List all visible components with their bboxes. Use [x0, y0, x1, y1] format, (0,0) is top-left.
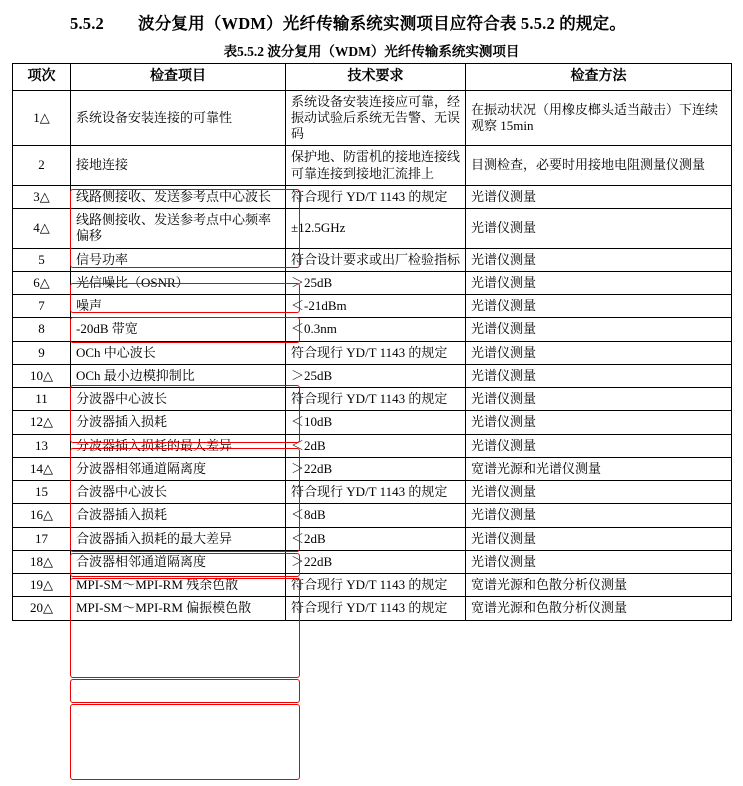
row-index: 6△ [13, 271, 71, 294]
row-method: 光谱仪测量 [466, 527, 732, 550]
row-index: 19△ [13, 574, 71, 597]
table-row [13, 341, 732, 364]
row-requirement: ＜2dB [286, 527, 466, 550]
row-requirement: ＜-21dBm [286, 295, 466, 318]
highlight-rows-19-20 [70, 704, 300, 780]
row-index: 7 [13, 295, 71, 318]
header-requirement: 技术要求 [286, 64, 466, 91]
row-requirement: ＜10dB [286, 411, 466, 434]
row-item: 分波器插入损耗的最大差异 [71, 434, 286, 457]
row-index: 17 [13, 527, 71, 550]
row-item: 分波器插入损耗 [71, 411, 286, 434]
row-item: MPI-SM～MPI-RM 偏振模色散 [71, 597, 286, 620]
row-requirement: ＜8dB [286, 504, 466, 527]
row-requirement: 符合现行 YD/T 1143 的规定 [286, 597, 466, 620]
row-requirement: 保护地、防雷机的接地连接线可靠连接到接地汇流排上 [286, 146, 466, 186]
row-method: 光谱仪测量 [466, 550, 732, 573]
row-index: 9 [13, 341, 71, 364]
table-row [13, 248, 732, 271]
row-requirement: ＞22dB [286, 457, 466, 480]
row-method: 在振动状况（用橡皮榔头适当敲击）下连续观察 15min [466, 90, 732, 146]
row-requirement: ＞22dB [286, 550, 466, 573]
row-index: 2 [13, 146, 71, 186]
row-method: 光谱仪测量 [466, 295, 732, 318]
row-item: OCh 最小边模抑制比 [71, 364, 286, 387]
header-index: 项次 [13, 64, 71, 91]
table-row [13, 597, 732, 620]
row-item: -20dB 带宽 [71, 318, 286, 341]
row-index: 20△ [13, 597, 71, 620]
header-method: 检查方法 [466, 64, 732, 91]
row-item: 合波器中心波长 [71, 481, 286, 504]
table-row [13, 434, 732, 457]
table-row [13, 295, 732, 318]
table-row [13, 271, 732, 294]
table-row [13, 574, 732, 597]
table-row [13, 481, 732, 504]
row-index: 18△ [13, 550, 71, 573]
row-method: 光谱仪测量 [466, 481, 732, 504]
row-requirement: 符合现行 YD/T 1143 的规定 [286, 481, 466, 504]
row-index: 8 [13, 318, 71, 341]
row-requirement: ＜0.3nm [286, 318, 466, 341]
row-index: 4△ [13, 209, 71, 249]
row-method: 光谱仪测量 [466, 271, 732, 294]
row-item: 分波器相邻通道隔离度 [71, 457, 286, 480]
row-method: 光谱仪测量 [466, 434, 732, 457]
row-requirement: ±12.5GHz [286, 209, 466, 249]
section-heading [12, 10, 731, 34]
wdm-inspection-table [12, 63, 732, 621]
table-row [13, 185, 732, 208]
row-item: 合波器插入损耗 [71, 504, 286, 527]
row-item: 系统设备安装连接的可靠性 [71, 90, 286, 146]
table-row [13, 411, 732, 434]
table-row [13, 550, 732, 573]
row-item: 线路侧接收、发送参考点中心波长 [71, 185, 286, 208]
highlight-row-18 [70, 679, 300, 703]
row-index: 15 [13, 481, 71, 504]
row-method: 光谱仪测量 [466, 318, 732, 341]
section-title: 波分复用（WDM）光纤传输系统实测项目应符合表 5.5.2 的规定。 [138, 14, 627, 33]
row-index: 3△ [13, 185, 71, 208]
row-method: 光谱仪测量 [466, 341, 732, 364]
table-header-row [13, 64, 732, 91]
row-index: 13 [13, 434, 71, 457]
row-requirement: ＞25dB [286, 271, 466, 294]
row-requirement: ＞25dB [286, 364, 466, 387]
row-method: 目测检查，必要时用接地电阻测量仪测量 [466, 146, 732, 186]
row-item: 信号功率 [71, 248, 286, 271]
table-row [13, 388, 732, 411]
section-number: 5.5.2 [70, 14, 104, 33]
row-method: 光谱仪测量 [466, 209, 732, 249]
row-item: 噪声 [71, 295, 286, 318]
row-method: 宽谱光源和光谱仪测量 [466, 457, 732, 480]
row-item: 分波器中心波长 [71, 388, 286, 411]
row-requirement: 系统设备安装连接应可靠，经振动试验后系统无告警、无误码 [286, 90, 466, 146]
row-item: 线路侧接收、发送参考点中心频率偏移 [71, 209, 286, 249]
row-index: 16△ [13, 504, 71, 527]
row-method: 宽谱光源和色散分析仪测量 [466, 597, 732, 620]
row-method: 光谱仪测量 [466, 411, 732, 434]
header-item: 检查项目 [71, 64, 286, 91]
row-index: 5 [13, 248, 71, 271]
row-item: 光信噪比（OSNR） [71, 271, 286, 294]
row-requirement: 符合现行 YD/T 1143 的规定 [286, 185, 466, 208]
row-index: 14△ [13, 457, 71, 480]
row-item: 合波器插入损耗的最大差异 [71, 527, 286, 550]
row-requirement: 符合现行 YD/T 1143 的规定 [286, 341, 466, 364]
row-index: 10△ [13, 364, 71, 387]
row-method: 光谱仪测量 [466, 388, 732, 411]
table-caption: 表5.5.2 波分复用（WDM）光纤传输系统实测项目 [223, 44, 520, 59]
table-row [13, 527, 732, 550]
table-row [13, 209, 732, 249]
row-item: OCh 中心波长 [71, 341, 286, 364]
row-item: 接地连接 [71, 146, 286, 186]
table-row [13, 457, 732, 480]
row-method: 光谱仪测量 [466, 248, 732, 271]
row-index: 1△ [13, 90, 71, 146]
row-item: 合波器相邻通道隔离度 [71, 550, 286, 573]
row-requirement: 符合现行 YD/T 1143 的规定 [286, 574, 466, 597]
row-requirement: 符合设计要求或出厂检验指标 [286, 248, 466, 271]
row-requirement: 符合现行 YD/T 1143 的规定 [286, 388, 466, 411]
row-requirement: ＜2dB [286, 434, 466, 457]
table-row [13, 364, 732, 387]
table-row [13, 504, 732, 527]
table-row [13, 90, 732, 146]
row-method: 光谱仪测量 [466, 504, 732, 527]
row-index: 11 [13, 388, 71, 411]
row-method: 光谱仪测量 [466, 364, 732, 387]
table-row [13, 318, 732, 341]
row-method: 光谱仪测量 [466, 185, 732, 208]
row-item: MPI-SM～MPI-RM 残余色散 [71, 574, 286, 597]
row-method: 宽谱光源和色散分析仪测量 [466, 574, 732, 597]
row-index: 12△ [13, 411, 71, 434]
table-row [13, 146, 732, 186]
